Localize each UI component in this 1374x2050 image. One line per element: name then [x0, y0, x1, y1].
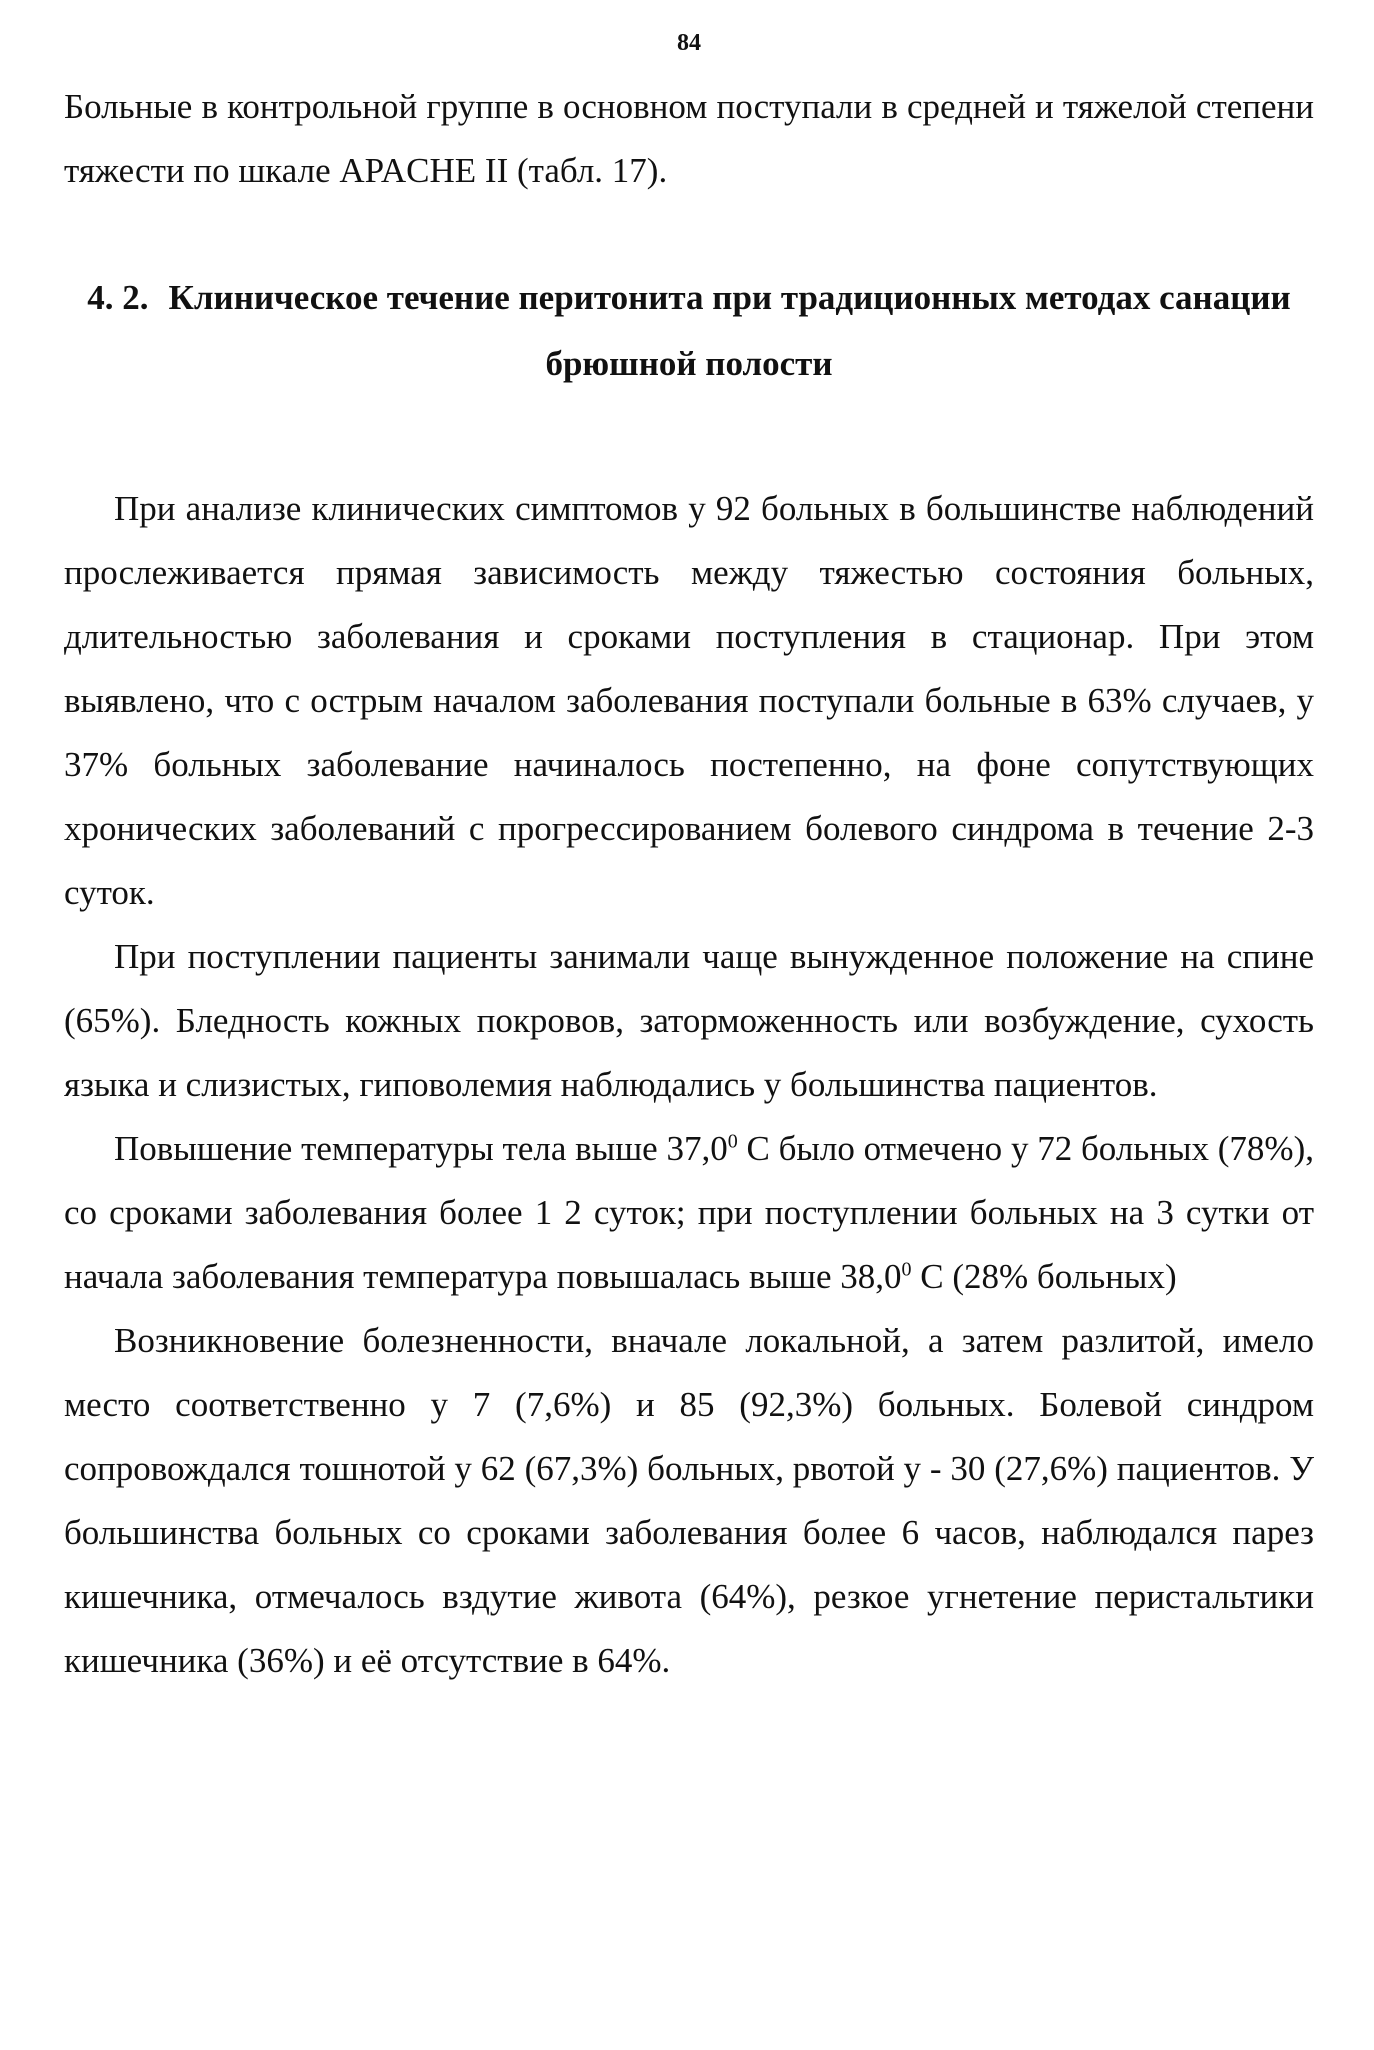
degree-superscript-1: 0 — [727, 1130, 738, 1153]
paragraph-temperature — [64, 1117, 1314, 1309]
section-title: Клиническое течение перитонита при традиционных методах санации брюшной полости — [168, 278, 1291, 383]
paragraph-clinical-symptoms: При анализе клинических симптомов у 92 больных в большинстве наблюдений прослеживается прямая зависимость между тяжестью состояния больных, длительностью заболевания и сроками поступления в стационар. При этом выявлено, что с острым началом заболевания поступали больные в 63% случаев, у 37% больных заболевание начиналось постепенно, на фоне сопутствующих хронических заболеваний с прогрессированием болевого синдрома в течение 2-3 суток. — [64, 489, 1314, 912]
page-number: 84 — [677, 30, 701, 56]
paragraph-admission-status: При поступлении пациенты занимали чаще вынужденное положение на спине (65%). Бледность кожных покровов, заторможенность или возбуждение, сухость языка и слизистых, гиповолемия наблюдались у большинства пациентов. — [64, 937, 1314, 1104]
section-heading — [64, 265, 1314, 397]
paragraph-pain-syndrome: Возникновение болезненности, вначале локальной, а затем разлитой, имело место соответственно у 7 (7,6%) и 85 (92,3%) больных. Болевой синдром сопровождался тошнотой у 62 (67,3%) больных, рвотой у - 30 (27,6%) пациентов. У большинства больных со сроками заболевания более 6 часов, наблюдался парез кишечника, отмечалось вздутие живота (64%), резкое угнетение перистальтики кишечника (36%) и её отсутствие в 64%. — [64, 1321, 1314, 1680]
intro-paragraph: Больные в контрольной группе в основном поступали в средней и тяжелой степени тяжести по шкале APACHE II (табл. 17). — [64, 87, 1314, 190]
section-number: 4. 2. — [87, 278, 149, 317]
degree-superscript-2: 0 — [901, 1258, 912, 1281]
temperature-text-2: С было отмечено у 72 больных (78%), со сроками заболевания более 1 2 суток; при поступлении больных на 3 сутки от начала заболевания температура повышалась выше 38,0 — [64, 1129, 1314, 1296]
temperature-text-1: Повышение температуры тела выше 37,0 — [114, 1129, 728, 1168]
temperature-text-3: С (28% больных) — [911, 1257, 1177, 1296]
